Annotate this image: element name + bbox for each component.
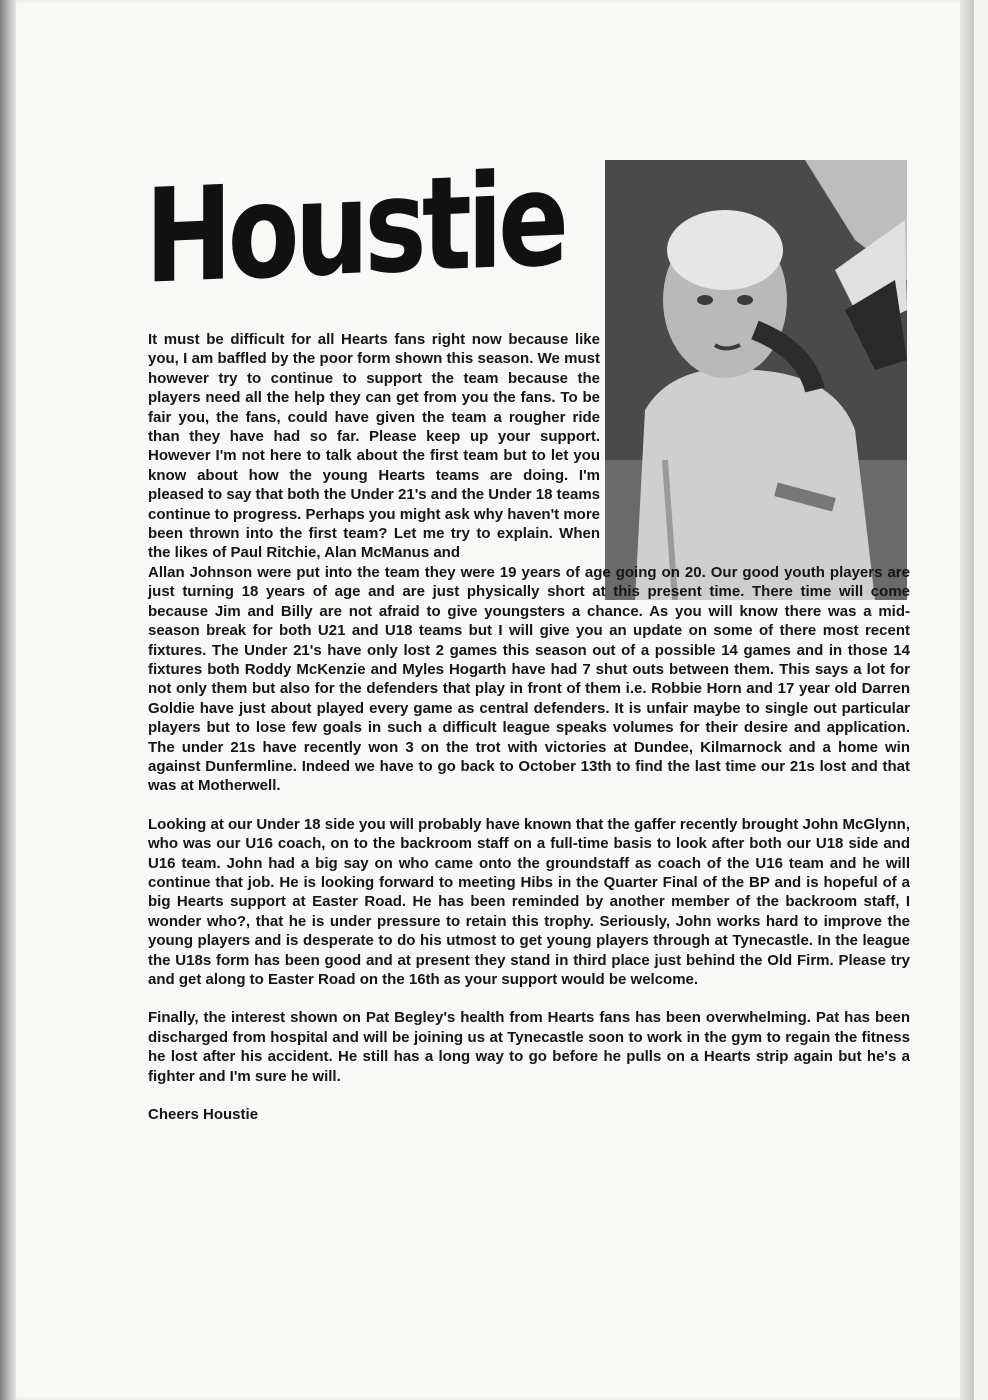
article-signoff: Cheers Houstie [148, 1106, 259, 1124]
article-paragraph-2: Allan Johnson were put into the team they were 19 years of age going on 20. Our good youth players are just turning 18 years of age and are just physically short at this present time. There time will come because Jim and Billy are not afraid to give youngsters a chance. As you will know there was a mid-season break for both U21 and U18 teams but I will give you an update on some of there most recent fixtures. The Under 21's have only lost 2 games this season out of a possible 14 games and in those 14 fixtures both Roddy McKenzie and Myles Hogarth have had 7 shut outs between them. This says a lot for not only them but also for the defenders that play in front of them i.e. Robbie Horn and 17 year old Darren Goldie have just about played every game as central defenders. It is unfair maybe to single out particular players but to lose few goals in such a difficult league speaks volumes for their desire and application. The under 21s have recently won 3 on the trot with victories at Dundee, Kilmarnock and a home win against Dunfermline. Indeed we have to go back to October 13th to find the last time our 21s lost and that was at Motherwell. [148, 563, 910, 795]
page-edge [960, 0, 974, 1400]
article-paragraph-1: It must be difficult for all Hearts fans right now because like you, I am baffled by the poor form shown this season. We must however try to continue to support the team because the players need all the help they can get from you the fans. To be fair you, the fans, could have given the team a rougher ride than they have had so far. Please keep up your support. However I'm not here to talk about the first team but to let you know about how the young Hearts teams are doing. I'm pleased to say that both the Under 21's and the Under 18 teams continue to progress. Perhaps you might ask why haven't more been thrown into the first team? Let me try to explain. When the likes of Paul Ritchie, Alan McManus and [148, 331, 601, 562]
book-spine [0, 0, 16, 1400]
article-paragraph-4: Finally, the interest shown on Pat Begley's health from Hearts fans has been overwhelming. Pat has been discharged from hospital and will be joining us at Tynecastle soon to work in the gym to regain the fitness he lost after his accident. He still has a long way to go before he pulls on a Hearts strip again but he's a fighter and I'm sure he will. [148, 1009, 910, 1085]
article-body [148, 330, 910, 1124]
article-paragraph-3: Looking at our Under 18 side you will probably have known that the gaffer recently brought John McGlynn, who was our U16 coach, on to the backroom staff on a full-time basis to look after both our U18 side and U16 team. John had a big say on who came onto the groundstaff as coach of the U16 team and he will continue that job. He is looking forward to meeting Hibs in the Quarter Final of the BP and is hopeful of a big Hearts support at Easter Road. He has been reminded by another member of the backroom staff, I wonder who?, that he is under pressure to retain this trophy. Seriously, John works hard to improve the young players and is desperate to do his utmost to get young players through at Tynecastle. In the league the U18s form has been good and at present they stand in third place just behind the Old Firm. Please try and get along to Easter Road on the 16th as your support would be welcome. [148, 815, 910, 988]
article-title: Houstie [145, 143, 565, 313]
